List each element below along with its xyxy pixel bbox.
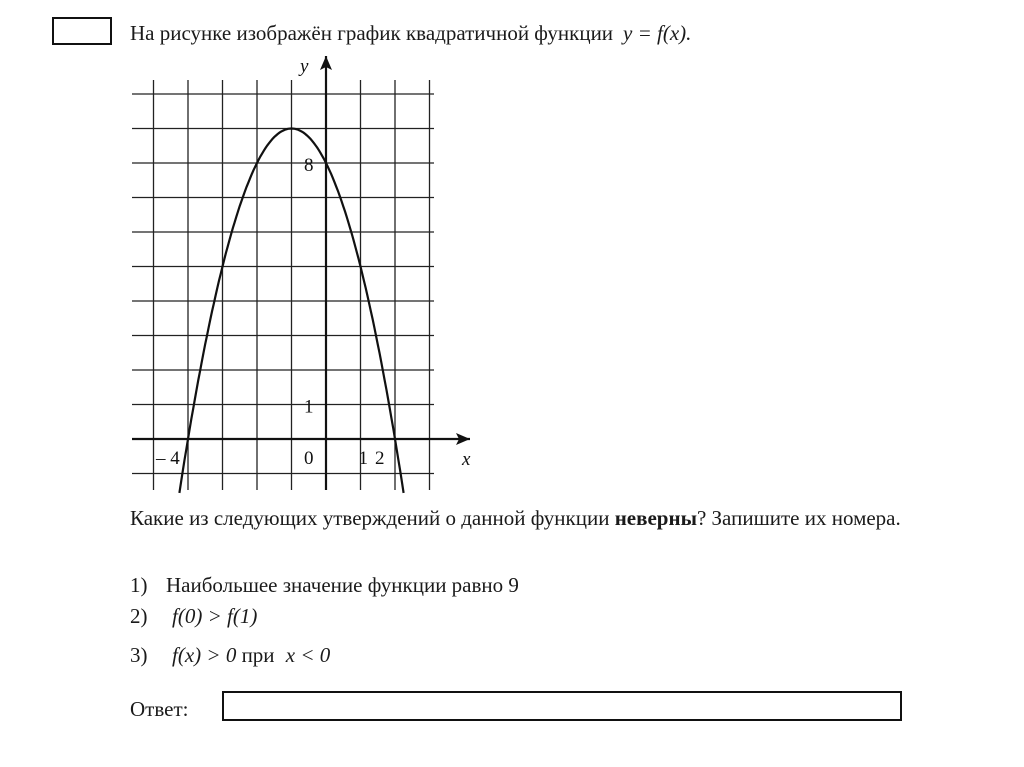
option-1-text: Наибольшее значение функции равно 9 xyxy=(166,573,519,597)
question-text xyxy=(130,504,920,532)
option-2 xyxy=(130,604,257,629)
grid xyxy=(132,80,434,490)
function-notation: y = f(x). xyxy=(623,21,692,45)
x-tick-label: – 4 xyxy=(156,448,180,469)
option-3-condition: x < 0 xyxy=(285,643,331,667)
option-1-number: 1) xyxy=(130,573,148,597)
answer-input-box[interactable] xyxy=(222,691,902,721)
option-3-math: f(x) > 0 xyxy=(172,643,237,667)
x-axis-label: x xyxy=(462,449,471,470)
title-text: На рисунке изображён график квадратичной функции xyxy=(130,21,614,45)
question-emphasis: неверны xyxy=(614,506,697,530)
option-3-word: при xyxy=(241,643,275,667)
axes xyxy=(132,56,470,490)
y-tick-label: 1 xyxy=(304,396,314,418)
option-2-number: 2) xyxy=(130,604,148,628)
y-axis-label: y xyxy=(300,56,309,77)
x-tick-label: 0 xyxy=(304,448,314,469)
option-2-math: f(0) > f(1) xyxy=(172,604,258,628)
y-tick-label: 8 xyxy=(304,155,314,176)
question-part-1: Какие из следующих утверждений о данной функции xyxy=(130,506,610,530)
tick-labels xyxy=(155,56,471,470)
option-3 xyxy=(130,643,330,668)
x-tick-label: 1 xyxy=(358,448,368,469)
answer-label: Ответ: xyxy=(130,697,189,721)
option-1 xyxy=(130,573,519,598)
option-3-number: 3) xyxy=(130,643,148,667)
x-tick-label: 2 xyxy=(375,448,385,469)
question-part-2: ? Запишите их номера. xyxy=(696,506,901,530)
